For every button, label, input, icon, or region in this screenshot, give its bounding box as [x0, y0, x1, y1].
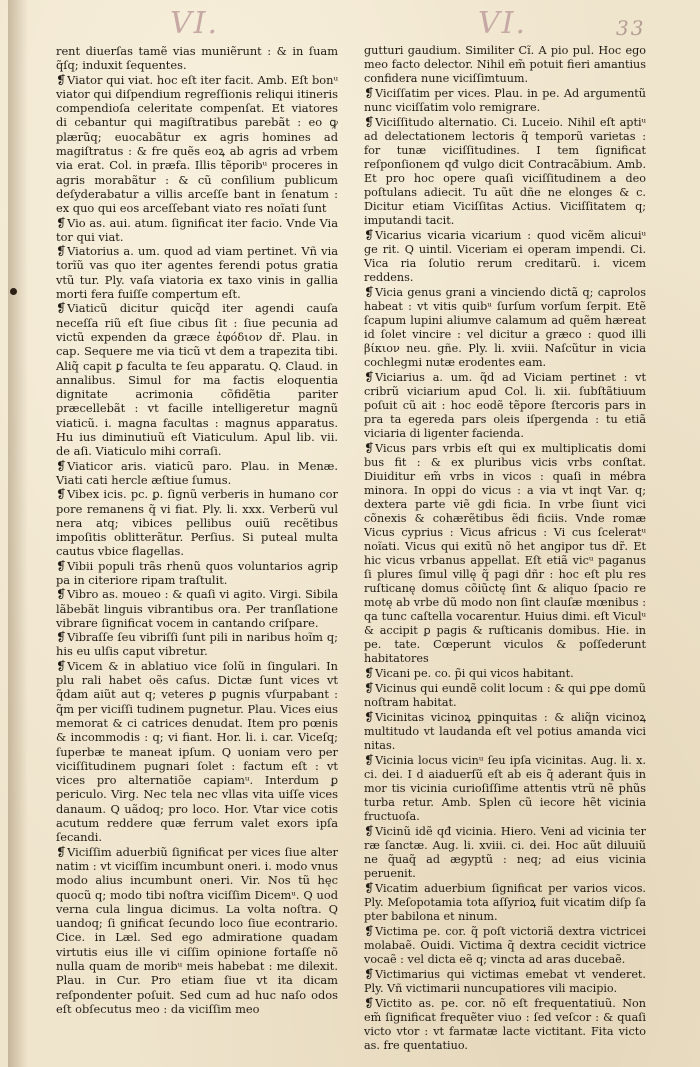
- dictionary-entry: [56, 559, 338, 588]
- binding-hole: [10, 288, 17, 295]
- paragraph-mark: ❡: [56, 458, 67, 473]
- dictionary-entry: [56, 630, 338, 659]
- paragraph-mark: ❡: [364, 710, 375, 724]
- paragraph-mark: ❡: [56, 215, 67, 230]
- dictionary-entry: [56, 301, 338, 458]
- entry-text: Viciſſatim per vices. Plau. in pe. Ad argumentũ nunc viciſſatim volo remigrare.: [364, 87, 646, 114]
- paragraph-mark: ❡: [56, 301, 67, 316]
- left-text-column: [56, 44, 338, 1016]
- entry-text: Vicia genus grani a vinciendo dictã q; caprolos habeat : vt vitis quibᵘ ſurſum vorſum ſerpit. Etẽ ſcapum lupini aliumve calamum ad quẽm hæreat id ſolet vincire : vel dicitur a græco : quod illi βίκιον neu. gñe. Ply. li. xviii. Naſcũtur in vicia cochlegmi nutæ erodentes eam.: [364, 286, 646, 369]
- entry-text: Vicinus qui eundẽ colit locum : & qui ꝑpe domũ noſtram habitat.: [364, 682, 646, 709]
- paragraph-mark: ❡: [364, 86, 375, 100]
- folio-mark-left: VI.: [170, 6, 220, 41]
- entry-text: Viciſſim aduerbiũ ſignificat per vices ſiue alter natim : vt viciſſim incumbunt oneri. i. modo vnus modo alius incumbunt oneri. Vir. Nos tũ hęc quocũ q; modo tibi noſtra viciſſim Dicemᵘ. Q uod verna cula lingua dicimus. La volta noſtra. Q uandoq; ſi gnificat ſecundo loco ſiue econtrario. Cice. in Læl. Sed ego admiratione quadam virtutis eius ille vi ciſſim opinione fortaſſe nõ nulla quam de moribᵘ meis habebat : me dilexit. Plau. in Cur. Pro etiam ſiue vt ita dicam reſpondenter poſuit. Sed cum ad huc naſo odos eſt obſecutus meo : da viciſſim meo: [56, 844, 338, 1016]
- entry-text: Victima pe. cor. q̃ poſt victoriã dextra victricei molabaẽ. Ouidi. Victima q̃ dextra cecidit victrice vocaẽ : vel dicta eẽ q; vincta ad aras ducebaẽ.: [364, 925, 646, 966]
- entry-text: Viaticũ dicitur quicq̃d iter agendi cauſa neceſſa riũ eſt ſiue cibus ſit : ſiue pecunia ad victũ expenden da græce ἐφόδιον dr̃. Plau. in cap. Sequere me via ticũ vt dem a trapezita tibi. Aliq̃ capit ꝑ faculta te ſeu apparatu. Q. Claud. in annalibus. Simul for ma factis eloquentia dignitate acrimonia cõfidẽtia pariter præcellebãt : vt facille intelligeretur magnũ viaticũ. i. magna facultas : magnus apparatus. Hu ius diminutiuũ eſt Viaticulum. Apul lib. vii. de aſi. Viaticulo mihi corraſi.: [56, 301, 338, 459]
- dictionary-entry: [364, 228, 646, 285]
- entry-text: Vibex icis. pc. ꝑ. ſignũ verberis in humano cor pore remanens q̃ vi fiat. Ply. li. xxx. Verberũ vul nera atq; vibices pellibus ouiũ recẽtibus impoſitis oblitterãtur. Perſius. Si puteal multa cautus vbice flagellas.: [56, 487, 338, 559]
- paragraph-mark: ❡: [364, 753, 375, 767]
- paragraph-mark: ❡: [56, 487, 67, 502]
- entry-text: Vicem & in ablatiuo vice ſolũ in ſingulari. In plu rali habet oẽs caſus. Dictæ ſunt vices vt q̃dam aiũt aut q; veteres ꝑ pugnis vſurpabant : q̃m per viciſſi tudinem pugnetur. Plau. Vices eius memorat & ci catrices denudat. Item pro pœnis & incommodis : q; vi fiant. Hor. li. i. car. Viceſq; ſuperbæ te maneat ipſum. Q uoniam vero per viciſſitudinem pugnari ſolet : factum eſt : vt vices pro alternatiõe capiamᵘ. Interdum ꝑ periculo. Virg. Nec tela nec vllas vita uiſſe vices danaum. Q uãdoq; pro loco. Hor. Vtar vice cotis acutum reddere quæ ferrum valet exors ipſa ſecandi.: [56, 658, 338, 845]
- dictionary-entry: [56, 845, 338, 1017]
- page-number: 33: [616, 16, 646, 40]
- entry-text: gutturi gaudium. Similiter Cĩ. A pio pul. Hoc ego meo facto delector. Nihil em̃ potuit fieri amantius confidera nune viciſſimtuum.: [364, 44, 646, 85]
- entry-text: Vicani pe. co. p̃i qui vicos habitant.: [375, 667, 574, 680]
- paragraph-mark: ❡: [56, 630, 67, 645]
- paragraph-mark: ❡: [364, 285, 375, 299]
- paragraph-mark: ❡: [56, 72, 67, 87]
- dictionary-entry: [364, 441, 646, 666]
- entry-text: Vibraſſe ſeu vibriſſi ſunt pili in naribus hoĩm q; his eu ulſis caput vibretur.: [56, 630, 338, 659]
- paragraph-mark: ❡: [56, 844, 67, 859]
- dictionary-entry: [56, 459, 338, 488]
- paragraph-mark: ❡: [364, 666, 375, 680]
- entry-text: Vicatim aduerbium ſignificat per varios vicos. Ply. Meſopotamia tota aſſyrioꝝ fuit vicatim diſp ſa pter babilona et ninum.: [364, 882, 646, 923]
- entry-text: Vibii populi trãs rhenũ quos voluntarios agrip pa in citeriore ripam traſtulit.: [56, 558, 338, 587]
- dictionary-entry: [56, 44, 338, 73]
- paragraph-mark: ❡: [364, 996, 375, 1010]
- dictionary-entry: [364, 824, 646, 881]
- entry-text: Viatorius a. um. quod ad viam pertinet. Vñ via torĩũ vas quo iter agentes ferendi potus gratia vtũ tur. Ply. vaſa viatoria ex taxo vinis in gallia morti fera fuiſſe compertum eſt.: [56, 244, 338, 302]
- entry-text: Vicarius vicaria vicarium : quod vicẽm alicuiᵘ ge rit. Q uintil. Viceriam ei operam impendi. Ci. Vica ria ſolutio rerum creditarũ. i. vicem reddens.: [364, 229, 646, 284]
- paragraph-mark: ❡: [364, 881, 375, 895]
- dictionary-entry: [364, 370, 646, 441]
- binding-gutter: [8, 0, 28, 1067]
- dictionary-entry: [56, 659, 338, 845]
- paragraph-mark: ❡: [364, 370, 375, 384]
- entry-text: Vicinia locus vicinᵘ ſeu ipſa vicinitas. Aug. li. x. ci. dei. I d aiaduerſũ eſt ab eis q̃ aderant q̃uis in mor tis vicinia curioſiſſime attentis vtrũ nẽ phũs turba retur. Amb. Splen cũ iecore hẽt vicinia fructuoſa.: [364, 754, 646, 823]
- entry-text: Vibro as. moueo : & quaſi vi agito. Virgi. Sibila lãbebãt linguis vibrantibus ora. Per tranſlatione vibrare ſignificat vocem in cantando criſpare.: [56, 587, 338, 630]
- dictionary-entry: [364, 285, 646, 370]
- dictionary-entry: [56, 216, 338, 245]
- dictionary-entry: [364, 967, 646, 996]
- dictionary-entry: [364, 115, 646, 228]
- dictionary-entry: [364, 753, 646, 824]
- entry-text: Viciſſitudo alternatio. Ci. Luceio. Nihil eſt aptiᵘ ad delectationem lectoris q̃ temporũ varietas : for tunæ viciſſitudines. I tem ſignificat reſponſionem qđ vulgo dicit Contracãbium. Amb. Et pro hoc opere quaſi viciſſitudinem a deo poſtulans adiecit. Tu aũt dñe ne elonges & c. Dicitur etiam Viciſſitas Actius. Viciſſitatem q; imputandi tacit.: [364, 116, 646, 227]
- dictionary-entry: [364, 996, 646, 1053]
- dictionary-entry: [364, 710, 646, 753]
- paragraph-mark: ❡: [364, 824, 375, 838]
- dictionary-entry: [364, 44, 646, 86]
- paragraph-mark: ❡: [56, 558, 67, 573]
- paragraph-mark: ❡: [364, 681, 375, 695]
- paragraph-mark: ❡: [56, 658, 67, 673]
- entry-text: Viciarius a. um. q̃d ad Viciam pertinet : vt cribrũ viciarium apud Col. li. xii. ſubſtãtiuum poſuit cũ ait : hoc eodẽ tẽpore ſtercoris pars in pra ta egereda pars oleis iſpergenda : tu etiã viciaria di ligenter facienda.: [364, 371, 646, 440]
- paragraph-mark: ❡: [364, 967, 375, 981]
- paragraph-mark: ❡: [364, 924, 375, 938]
- paragraph-mark: ❡: [364, 115, 375, 129]
- entry-text: rent diuerſas tamẽ vias muniẽrunt : & in ſuam q̃ſq; induxit ſequentes.: [56, 44, 338, 73]
- dictionary-entry: [364, 924, 646, 967]
- entry-text: Vio as. aui. atum. ſignificat iter facio. Vnde Via tor qui viat.: [56, 215, 338, 244]
- dictionary-entry: [56, 244, 338, 301]
- entry-text: Viator qui viat. hoc eſt iter facit. Amb. Eſt bonᵘ viator qui diſpendium regreſſionis reliqui itineris compendioſa celeritate compenſat. Et viatores di cebantur qui magiſtratibus parebãt : eo ꝙ plærũq; euocabãtur ex agris homines ad magiſtratus : & fre quẽs eoꝝ ab agris ad vrbem via erat. Col. in præfa. Illis tẽporibᵘ proceres in agris morabãtur : & cũ conſilium publicum deſyderabatur a villis arceſſe bant in ſenatum : ex quo qui eos arceſſebant viato res noĩati ſunt: [56, 72, 338, 216]
- dictionary-entry: [364, 881, 646, 924]
- dictionary-entry: [56, 587, 338, 630]
- right-text-column: [364, 44, 646, 1053]
- entry-text: Vicinũ idẽ qđ vicinia. Hiero. Veni ad vicinia ter ræ ſanctæ. Aug. li. xviii. ci. dei. Hoc aũt diluuiũ ne q̃uaq̃ ad ægyptũ : neq; ad eius vicinia peruenit.: [364, 825, 646, 880]
- paragraph-mark: ❡: [56, 244, 67, 259]
- entry-text: Victito as. pe. cor. nõ eſt frequentatiuũ. Non em̃ ſignificat frequẽter viuo : ſed veſcor : & quaſi victo vtor : vt farmatæ lacte victitant. Fita victo as. fre quentatiuo.: [364, 997, 646, 1052]
- dictionary-entry: [364, 681, 646, 710]
- dictionary-entry: [56, 73, 338, 216]
- entry-text: Vicus pars vrbis eſt qui ex multiplicatis domi bus fit : & ex pluribus vicis vrbs conſtat. Diuiditur em̃ vrbs in vicos : quaſi in mébra minora. In oppi do vicus : a via vt inqt Var. q; dextera parte viẽ gdi ficia. In vrbe ſiunt vici cõnexis & cohærẽtibus ẽdi ficiis. Vnde romæ Vicus cyprius : Vicus africus : Vi cus ſceleratᵘ noĩati. Vicus qui exitũ nõ het angipor tus dr̃. Et hic vicus vrbanus appellat. Eſt etiã vicᵘ paganus ſi plures ſimul villę q̃ pagi dñr : hoc eſt plu res ruſticanę domus cõiũctę ſint & aliquo ſpacio re motę ab vrbe dũ modo non ſint clauſæ mœnibus : qa tunc caſtella vocarentur. Huius dimi. eſt Viculᵘ & accipit ꝑ pagis & ruſticanis domibus. Hie. in pe. tate. Cœperunt viculos & poſſederunt habitatores: [364, 442, 646, 665]
- folio-mark-right: VI.: [478, 6, 528, 41]
- paragraph-mark: ❡: [364, 441, 375, 455]
- dictionary-entry: [364, 86, 646, 115]
- entry-text: Vicinitas vicinoꝝ ꝑpinquitas : & aliq̃n vicinoꝝ multitudo vt laudanda eſt vel potius amanda vici nitas.: [364, 711, 646, 752]
- paragraph-mark: ❡: [56, 587, 67, 602]
- entry-text: Viaticor aris. viaticũ paro. Plau. in Menæ. Viati cati hercle æſtiue ſumus.: [56, 458, 338, 487]
- dictionary-entry: [56, 487, 338, 558]
- entry-text: Victimarius qui victimas emebat vt venderet. Ply. Vñ victimarii nuncupatiores vili macipio.: [364, 968, 646, 995]
- dictionary-entry: [364, 666, 646, 681]
- paragraph-mark: ❡: [364, 228, 375, 242]
